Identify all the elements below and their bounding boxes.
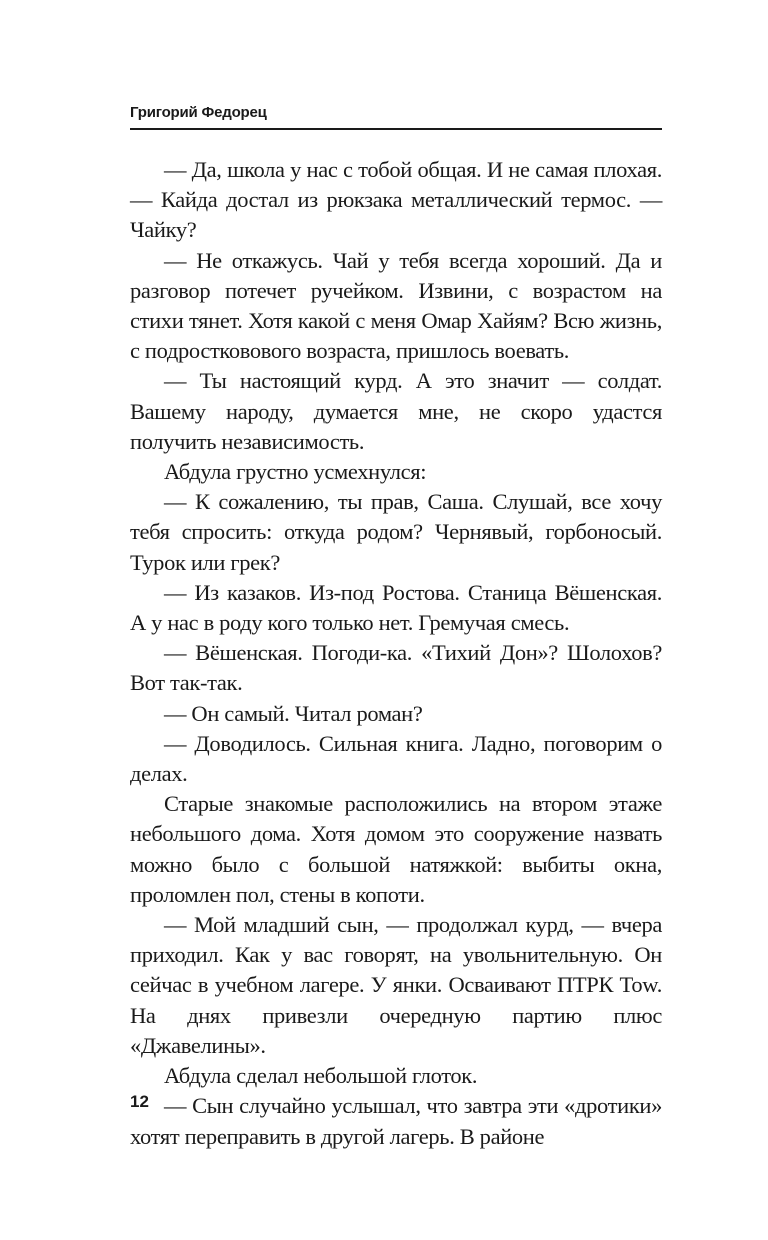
paragraph: — Да, школа у нас с тобой общая. И не самая плохая. — Кайда достал из рюкзака металлический термос. — Чайку? [130,157,662,243]
paragraph: — Из казаков. Из-под Ростова. Станица Вёшенская. А у нас в роду кого только нет. Гремучая смесь. [130,579,662,636]
running-head [130,104,662,130]
paragraph: Старые знакомые расположились на втором этаже небольшого дома. Хотя домом это сооружение назвать можно было с большой натяжкой: выбиты окна, проломлен пол, стены в копоти. [130,791,662,907]
paragraph: — Не откажусь. Чай у тебя всегда хороший. Да и разговор потечет ручейком. Извини, с возрастом на стихи тянет. Хотя какой с меня Омар Хайям? Всю жизнь, с подростковового возраста, пришлось воевать. [130,247,662,364]
paragraph: — Мой младший сын, — продолжал курд, — вчера приходил. Как у вас говорят, на увольнительную. Он сейчас в учебном лагере. У янки. Осваивают ПТРК Tow. На днях привезли очередную партию плюс «Джавелины». [130,912,662,1058]
author-name: Григорий Федорец [130,104,267,121]
paragraph: — Сын случайно услышал, что завтра эти «дротики» хотят переправить в другой лагерь. В районе [130,1093,662,1149]
paragraph: Абдула грустно усмехнулся: [164,459,427,485]
paragraph: — К сожалению, ты прав, Саша. Слушай, все хочу тебя спросить: откуда родом? Чернявый, горбоносый. Турок или грек? [130,489,662,575]
paragraph: — Он самый. Читал роман? [164,700,423,726]
body-text [130,155,662,1152]
paragraph: — Ты настоящий курд. А это значит — солдат. Вашему народу, думается мне, не скоро удастся получить независимость. [130,368,662,454]
page-number: 12 [130,1092,149,1111]
paragraph: Абдула сделал небольшой глоток. [164,1063,478,1089]
paragraph: — Вёшенская. Погоди-ка. «Тихий Дон»? Шолохов? Вот так-так. [130,640,662,696]
paragraph: — Доводилось. Сильная книга. Ладно, поговорим о делах. [130,730,662,787]
